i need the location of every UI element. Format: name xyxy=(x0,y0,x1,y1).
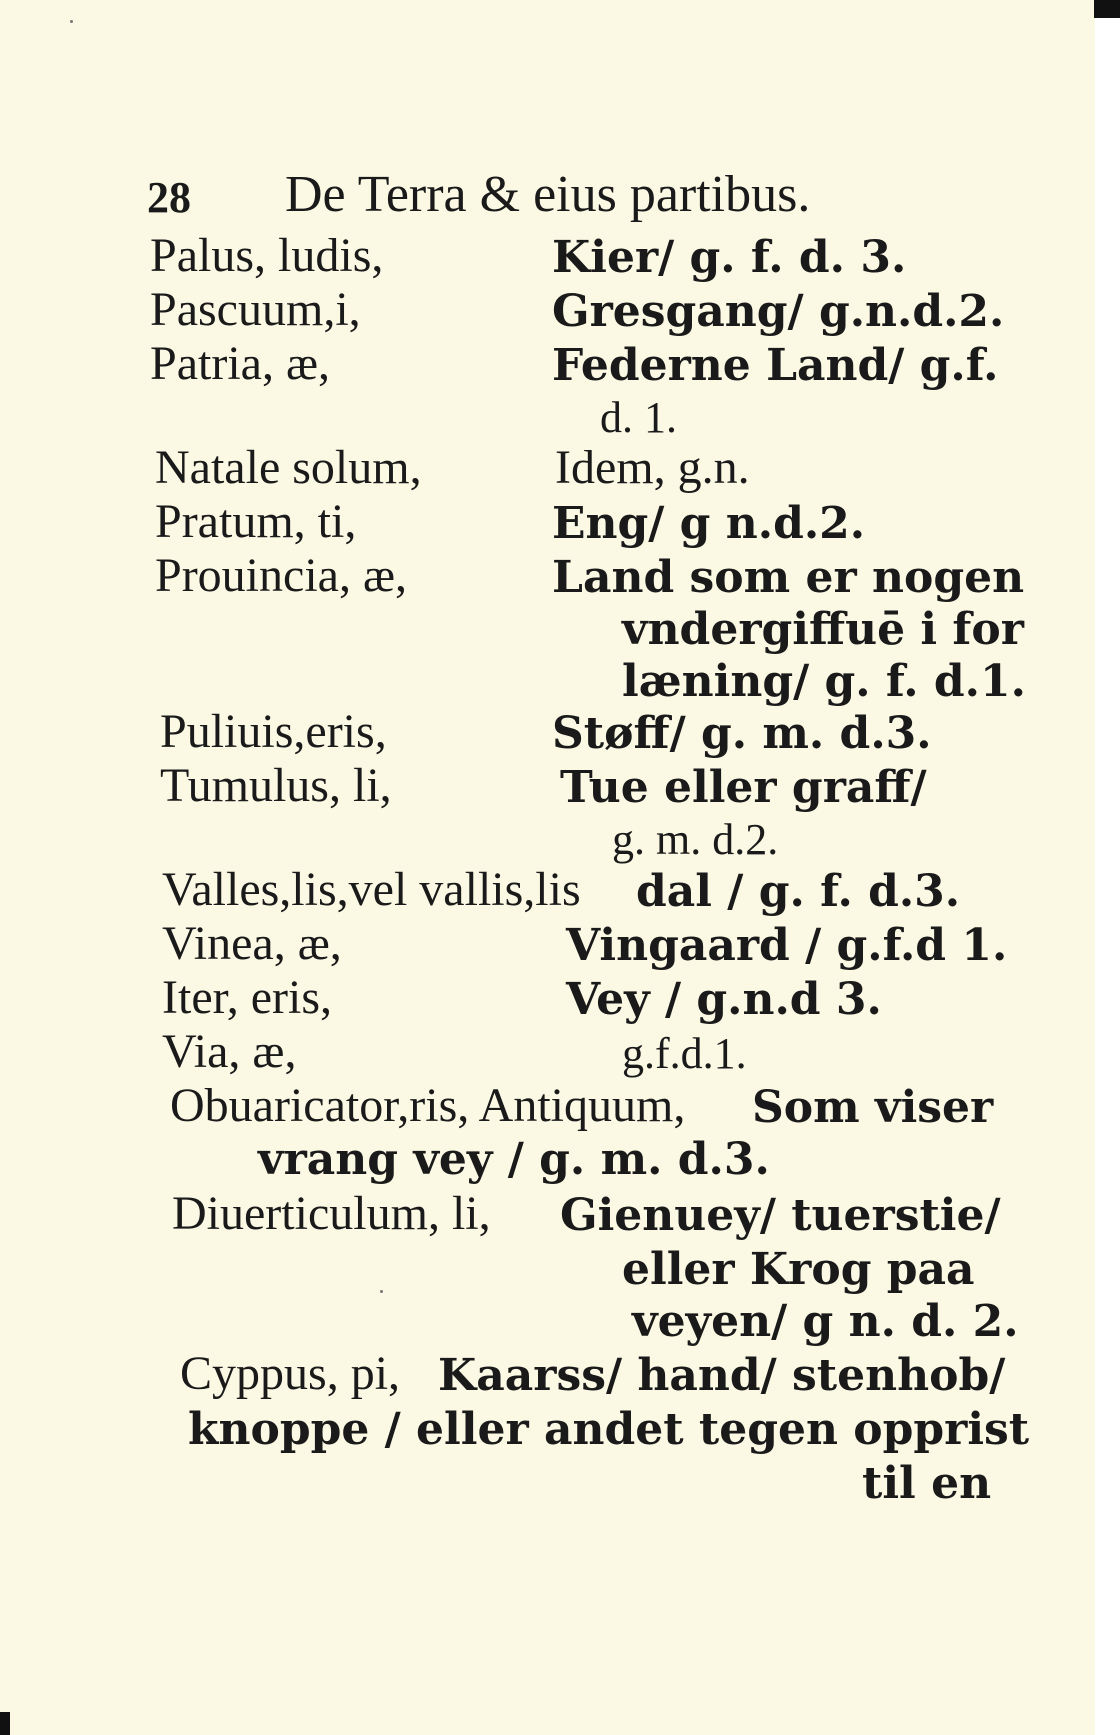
latin-term: Tumulus, li, xyxy=(160,759,392,812)
latin-term: Diuerticulum, li, xyxy=(172,1187,491,1240)
danish-gloss: g. m. d.2. xyxy=(612,815,779,864)
latin-term: Puliuis,eris, xyxy=(160,705,387,758)
latin-term: Palus, ludis, xyxy=(150,229,384,282)
danish-gloss: Gresgang/ g.n.d.2. xyxy=(552,286,1005,337)
latin-term: Patria, æ, xyxy=(150,337,330,390)
danish-gloss: vrang vey / g. m. d.3. xyxy=(258,1134,770,1185)
danish-gloss: vndergiffuē i for xyxy=(622,604,1024,655)
latin-term: Iter, eris, xyxy=(162,971,332,1024)
page-title: De Terra & eius partibus. xyxy=(285,166,811,223)
latin-term: Obuaricator,ris, Antiquum, xyxy=(170,1079,686,1132)
latin-term: Valles,lis,vel vallis,lis xyxy=(162,863,581,916)
danish-gloss: Vingaard / g.f.d 1. xyxy=(566,920,1008,971)
danish-gloss: Eng/ g n.d.2. xyxy=(552,498,866,549)
latin-term: Natale solum, xyxy=(155,441,422,494)
page-number: 28 xyxy=(147,173,191,222)
danish-gloss: til en xyxy=(862,1458,992,1509)
latin-term: Pratum, ti, xyxy=(155,495,357,548)
danish-gloss: Federne Land/ g.f. xyxy=(552,340,999,391)
danish-gloss: Land som er nogen xyxy=(552,552,1025,603)
latin-term: Pascuum,i, xyxy=(150,283,361,336)
latin-term: Cyppus, pi, xyxy=(180,1347,401,1400)
danish-gloss: d. 1. xyxy=(600,393,677,442)
danish-gloss: eller Krog paa xyxy=(622,1244,975,1295)
scan-corner-mark xyxy=(0,1712,10,1735)
danish-gloss: knoppe / eller andet tegen opprist xyxy=(188,1404,1030,1455)
danish-gloss: Kaarss/ hand/ stenhob/ xyxy=(438,1350,1006,1401)
paper-speck xyxy=(380,1290,383,1293)
danish-gloss: dal / g. f. d.3. xyxy=(636,866,961,917)
danish-gloss: Gienuey/ tuerstie/ xyxy=(560,1190,1001,1241)
latin-term: Prouincia, æ, xyxy=(155,549,407,602)
danish-gloss: Vey / g.n.d 3. xyxy=(566,974,882,1025)
latin-term: Via, æ, xyxy=(162,1025,297,1078)
danish-gloss: Tue eller graff/ xyxy=(560,762,927,813)
latin-term: Vinea, æ, xyxy=(162,917,342,970)
danish-gloss: veyen/ g n. d. 2. xyxy=(632,1296,1019,1347)
danish-gloss: læning/ g. f. d.1. xyxy=(622,656,1026,707)
danish-gloss: Som viser xyxy=(752,1082,994,1133)
scan-corner-mark xyxy=(1094,0,1120,18)
paper-speck xyxy=(70,20,73,23)
scan-edge xyxy=(1095,0,1120,1735)
danish-gloss: Kier/ g. f. d. 3. xyxy=(552,232,907,283)
danish-gloss: Støff/ g. m. d.3. xyxy=(552,708,932,759)
danish-gloss: g.f.d.1. xyxy=(622,1029,747,1078)
danish-gloss: Idem, g.n. xyxy=(555,441,750,494)
